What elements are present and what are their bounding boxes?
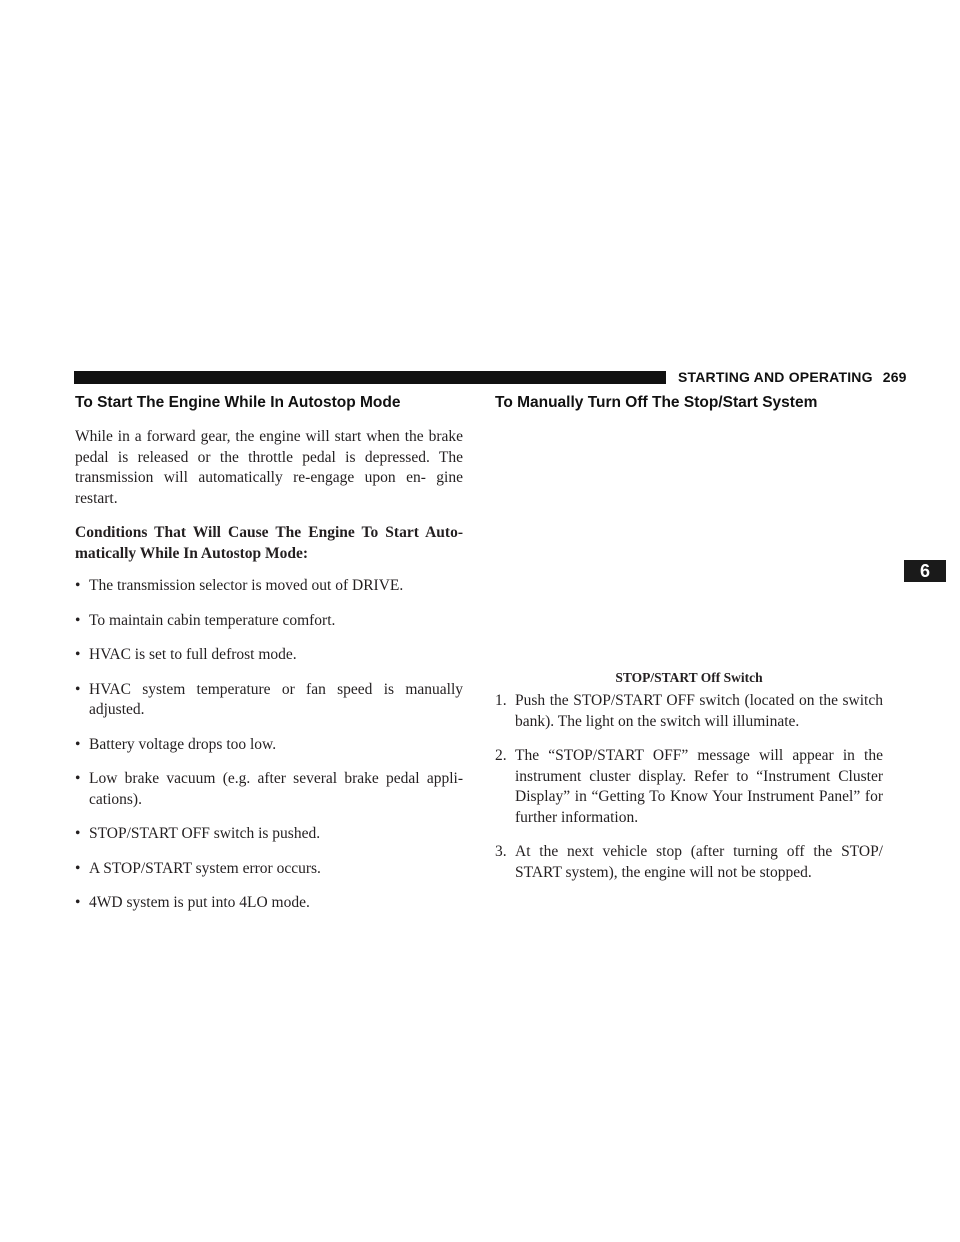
list-item-text: STOP/START OFF switch is pushed. [89,825,321,842]
step-text: The “STOP/START OFF” message will appear in the instrument cluster display. Refer to “Instrument Cluster Display” in “Getting To Know Your Instrument Panel” for further information. [515,747,883,826]
manual-off-heading: To Manually Turn Off The Stop/Start System [495,394,818,411]
step-text: Push the STOP/START OFF switch (located on the switch bank). The light on the switch will illuminate. [515,692,883,730]
steps-list [495,691,883,883]
bullet-icon: • [75,680,81,698]
left-column [75,394,463,928]
list-item-text: A STOP/START system error occurs. [89,859,321,877]
bullet-icon: • [75,770,81,787]
page-number: 269 [882,369,907,385]
running-header [678,369,907,385]
bullet-icon: • [75,859,81,877]
list-item [75,893,463,914]
list-item [75,576,463,597]
list-item-text: HVAC is set to full defrost mode. [89,646,297,663]
list-item-text: To maintain cabin temperature comfort. [89,611,336,629]
header-rule [74,371,666,384]
figure-caption: STOP/START Off Switch [615,670,763,685]
bullet-icon: • [75,646,81,663]
autostop-intro-paragraph: While in a forward gear, the engine will start when the brake pedal is released or the throttle pedal is depressed. The transmission will automatically re-engage upon en- gine restart. [75,428,463,507]
step-number: 1. [495,692,507,709]
list-item [75,769,463,810]
step-text: At the next vehicle stop (after turning off the STOP/ START system), the engine will not be stopped. [515,843,883,881]
bullet-icon: • [75,611,81,629]
list-item [495,842,883,883]
bullet-icon: • [75,735,81,753]
list-item-text: 4WD system is put into 4LO mode. [89,894,310,911]
step-number: 2. [495,747,507,764]
list-item [75,611,463,632]
bullet-icon: • [75,577,81,594]
autostop-start-heading: To Start The Engine While In Autostop Mode [75,394,401,411]
step-number: 3. [495,843,507,860]
list-item [75,735,463,756]
chapter-tab: 6 [904,560,946,582]
list-item-text: The transmission selector is moved out of DRIVE. [89,577,404,594]
list-item-text: Low brake vacuum (e.g. after several brake pedal appli- cations). [89,770,463,808]
list-item [495,691,883,732]
switch-figure-area [495,427,883,669]
right-column [495,394,883,897]
conditions-heading: Conditions That Will Cause The Engine To Start Auto- matically While In Autostop Mode: [75,524,463,562]
list-item-text: Battery voltage drops too low. [89,735,277,753]
bullet-icon: • [75,894,81,911]
section-title: STARTING AND OPERATING [678,369,873,385]
list-item [75,859,463,880]
list-item-text: HVAC system temperature or fan speed is manually adjusted. [89,680,463,718]
list-item [75,645,463,666]
bullet-icon: • [75,825,81,842]
conditions-list [75,576,463,914]
list-item [75,824,463,845]
list-item [495,746,883,828]
list-item [75,680,463,721]
